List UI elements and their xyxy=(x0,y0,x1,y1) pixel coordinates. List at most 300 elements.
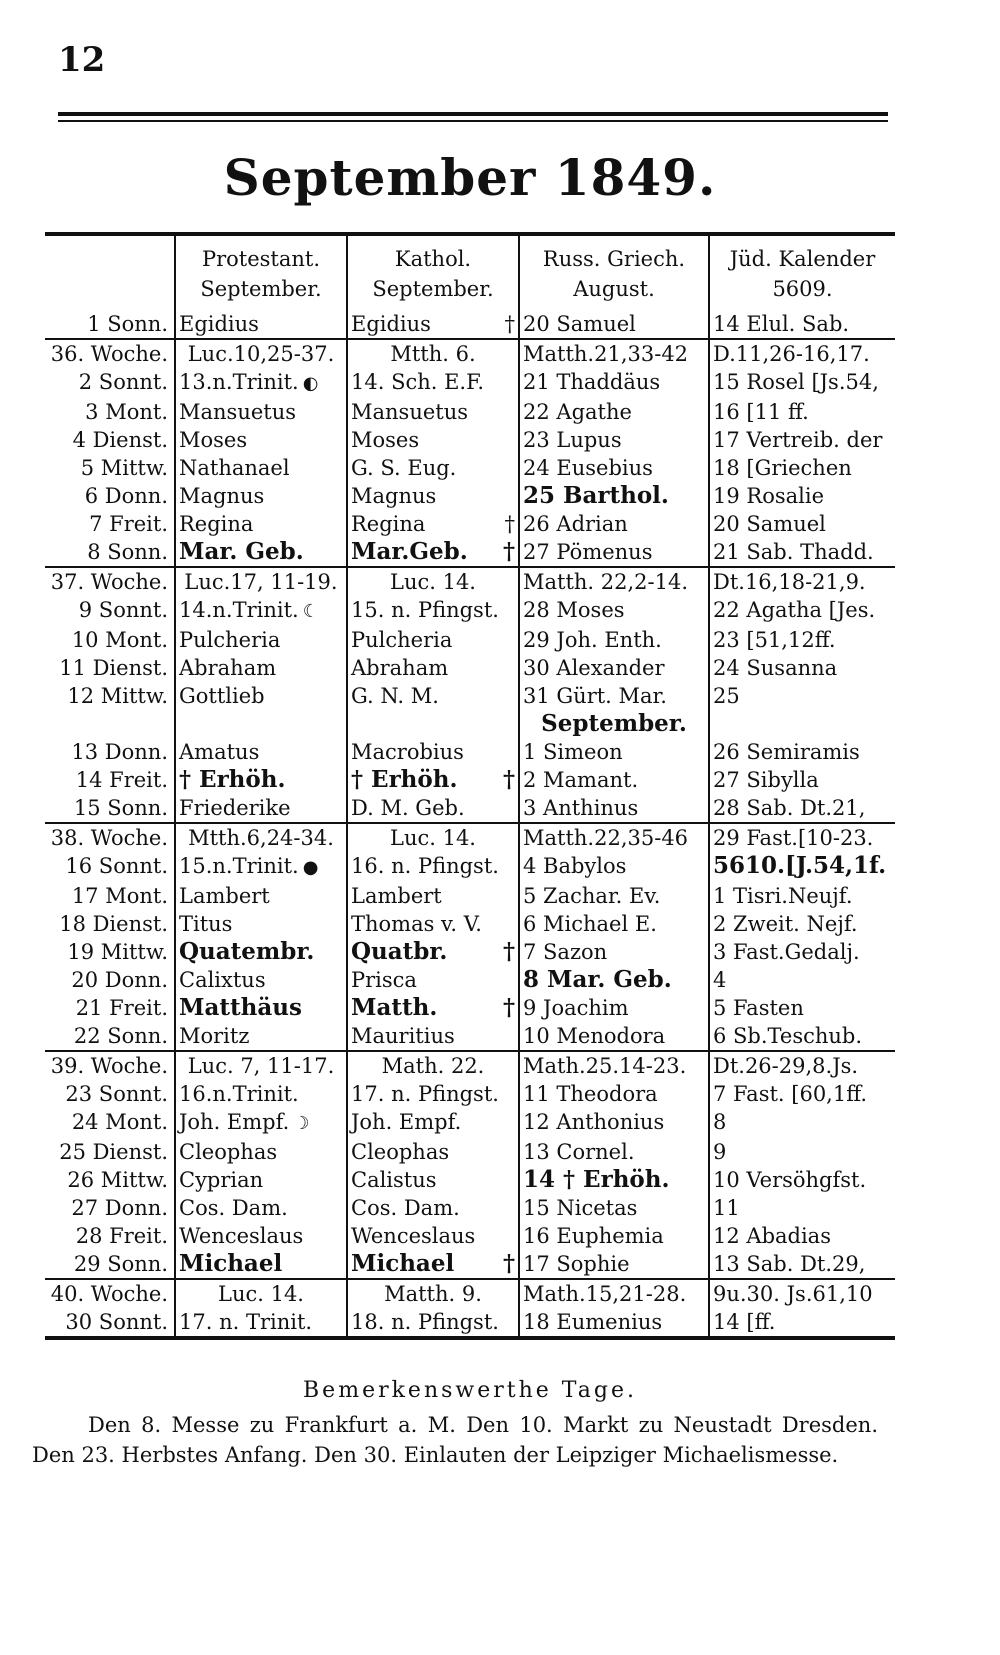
russisch-cell: 6 Michael E. xyxy=(519,910,709,938)
protestant-cell xyxy=(175,654,347,682)
russisch-cell: 22 Agathe xyxy=(519,398,709,426)
protestant-text: 14.n.Trinit. xyxy=(179,598,299,622)
russisch-cell: 4 Babylos xyxy=(519,852,709,882)
juedisch-cell: 27 Sibylla xyxy=(709,766,895,794)
day-label: 4 Dienst. xyxy=(72,428,168,452)
day-label: 2 Sonnt. xyxy=(78,370,168,394)
day-label: 17 Mont. xyxy=(71,884,168,908)
protestant-text: Egidius xyxy=(179,312,259,336)
protestant-cell xyxy=(175,1279,347,1308)
day-label: 16 Sonnt. xyxy=(65,854,168,878)
katholisch-cell xyxy=(347,738,519,766)
katholisch-cell xyxy=(347,910,519,938)
header-protestant-line1: Protestant. xyxy=(201,247,321,271)
katholisch-text: Matth. xyxy=(351,994,438,1021)
russisch-cell: 27 Pömenus xyxy=(519,538,709,567)
protestant-cell xyxy=(175,538,347,567)
juedisch-cell: 26 Semiramis xyxy=(709,738,895,766)
protestant-text: Cos. Dam. xyxy=(179,1196,288,1220)
katholisch-text: Thomas v. V. xyxy=(351,912,482,936)
day-label: 25 Dienst. xyxy=(59,1140,168,1164)
russisch-cell: 25 Barthol. xyxy=(519,482,709,510)
header-row xyxy=(45,234,895,310)
header-katholisch xyxy=(347,234,519,310)
moon-phase-icon: ◐ xyxy=(302,373,319,394)
katholisch-cell xyxy=(347,1194,519,1222)
katholisch-text: Pulcheria xyxy=(351,628,453,652)
juedisch-cell: 20 Samuel xyxy=(709,510,895,538)
russisch-cell: 28 Moses xyxy=(519,596,709,626)
week-label: 38. Woche. xyxy=(45,823,175,852)
day-label: 18 Dienst. xyxy=(59,912,168,936)
week-row xyxy=(45,1279,895,1308)
protestant-cell xyxy=(175,426,347,454)
moon-phase-icon: ☾ xyxy=(302,601,319,622)
day-row xyxy=(45,1166,895,1194)
katholisch-text: Michael xyxy=(351,1250,455,1277)
protestant-cell xyxy=(175,1308,347,1338)
katholisch-cell xyxy=(347,1108,519,1138)
russisch-cell: 10 Menodora xyxy=(519,1022,709,1051)
juedisch-cell: 2 Zweit. Nejf. xyxy=(709,910,895,938)
moon-phase-icon: ● xyxy=(302,857,319,878)
russisch-cell: 13 Cornel. xyxy=(519,1138,709,1166)
top-rule-thin xyxy=(58,120,888,122)
day-row xyxy=(45,994,895,1022)
protestant-text: Nathanael xyxy=(179,456,290,480)
protestant-cell xyxy=(175,1080,347,1108)
katholisch-text: Cos. Dam. xyxy=(351,1196,460,1220)
day-row xyxy=(45,310,895,339)
russisch-cell: 16 Euphemia xyxy=(519,1222,709,1250)
juedisch-cell: 22 Agatha [Jes. xyxy=(709,596,895,626)
day-label: 21 Freit. xyxy=(75,996,168,1020)
month-break-label: September. xyxy=(519,710,709,738)
katholisch-cell xyxy=(347,1166,519,1194)
row-empty xyxy=(709,710,895,738)
juedisch-cell: 28 Sab. Dt.21, xyxy=(709,794,895,823)
protestant-cell xyxy=(175,454,347,482)
header-katholisch-line1: Kathol. xyxy=(394,247,472,271)
russisch-cell: Math.15,21-28. xyxy=(519,1279,709,1308)
katholisch-cell xyxy=(347,852,519,882)
header-empty xyxy=(45,234,175,310)
katholisch-text: Magnus xyxy=(351,484,437,508)
day-row xyxy=(45,398,895,426)
katholisch-cell xyxy=(347,1051,519,1080)
katholisch-cell xyxy=(347,454,519,482)
day-row xyxy=(45,1022,895,1051)
day-label: 3 Mont. xyxy=(85,400,168,424)
header-protestant xyxy=(175,234,347,310)
russisch-cell: 5 Zachar. Ev. xyxy=(519,882,709,910)
protestant-text: Cleophas xyxy=(179,1140,278,1164)
protestant-text: Luc.10,25-37. xyxy=(187,342,335,366)
russisch-cell: 3 Anthinus xyxy=(519,794,709,823)
juedisch-cell: 12 Abadias xyxy=(709,1222,895,1250)
juedisch-cell: 9u.30. Js.61,10 xyxy=(709,1279,895,1308)
calendar-table xyxy=(45,232,895,1340)
katholisch-text: 18. n. Pfingst. xyxy=(351,1310,499,1334)
russisch-cell: 31 Gürt. Mar. xyxy=(519,682,709,710)
day-label: 20 Donn. xyxy=(71,968,168,992)
day-row xyxy=(45,1222,895,1250)
juedisch-cell: 8 xyxy=(709,1108,895,1138)
protestant-cell xyxy=(175,823,347,852)
protestant-cell xyxy=(175,1222,347,1250)
katholisch-text: G. S. Eug. xyxy=(351,456,457,480)
russisch-cell: 1 Simeon xyxy=(519,738,709,766)
protestant-cell xyxy=(175,682,347,710)
day-label: 12 Mittw. xyxy=(67,684,168,708)
katholisch-text: Mar.Geb. xyxy=(351,538,468,565)
week-label: 36. Woche. xyxy=(45,339,175,368)
protestant-text: Pulcheria xyxy=(179,628,281,652)
katholisch-text: Macrobius xyxy=(351,740,464,764)
header-russisch-line2: August. xyxy=(573,277,655,301)
day-label: 26 Mittw. xyxy=(67,1168,168,1192)
cross-icon: † xyxy=(504,312,515,336)
katholisch-text: Regina xyxy=(351,512,426,536)
header-juedisch xyxy=(709,234,895,310)
protestant-text: Wenceslaus xyxy=(179,1224,304,1248)
protestant-text: 16.n.Trinit. xyxy=(179,1082,299,1106)
katholisch-cell xyxy=(347,1022,519,1051)
protestant-text: Amatus xyxy=(179,740,260,764)
juedisch-cell: 14 [ff. xyxy=(709,1308,895,1338)
katholisch-text: Joh. Empf. xyxy=(351,1110,462,1134)
cross-icon: † xyxy=(502,1250,515,1277)
day-label: 23 Sonnt. xyxy=(65,1082,168,1106)
day-label: 14 Freit. xyxy=(75,768,168,792)
katholisch-text: Lambert xyxy=(351,884,442,908)
day-row xyxy=(45,626,895,654)
katholisch-cell xyxy=(347,1080,519,1108)
day-row xyxy=(45,482,895,510)
juedisch-cell: 19 Rosalie xyxy=(709,482,895,510)
protestant-cell xyxy=(175,910,347,938)
day-label: 29 Sonn. xyxy=(73,1252,168,1276)
katholisch-text: Moses xyxy=(351,428,420,452)
russisch-cell: 17 Sophie xyxy=(519,1250,709,1279)
katholisch-cell xyxy=(347,368,519,398)
header-russisch xyxy=(519,234,709,310)
katholisch-cell xyxy=(347,938,519,966)
day-label: 1 Sonn. xyxy=(87,312,168,336)
day-row xyxy=(45,1108,895,1138)
juedisch-cell: 21 Sab. Thadd. xyxy=(709,538,895,567)
week-row xyxy=(45,567,895,596)
header-juedisch-line1: Jüd. Kalender xyxy=(729,247,876,271)
month-break-row xyxy=(45,710,895,738)
juedisch-cell: 13 Sab. Dt.29, xyxy=(709,1250,895,1279)
juedisch-cell: 5 Fasten xyxy=(709,994,895,1022)
day-row xyxy=(45,426,895,454)
protestant-cell xyxy=(175,398,347,426)
katholisch-cell xyxy=(347,1222,519,1250)
russisch-cell: 26 Adrian xyxy=(519,510,709,538)
katholisch-cell xyxy=(347,510,519,538)
day-row xyxy=(45,596,895,626)
katholisch-text: D. M. Geb. xyxy=(351,796,465,820)
katholisch-cell xyxy=(347,1250,519,1279)
katholisch-cell xyxy=(347,966,519,994)
header-juedisch-line2: 5609. xyxy=(772,277,833,301)
day-row xyxy=(45,510,895,538)
russisch-cell: 11 Theodora xyxy=(519,1080,709,1108)
protestant-cell xyxy=(175,626,347,654)
juedisch-cell: 29 Fast.[10-23. xyxy=(709,823,895,852)
juedisch-cell: 6 Sb.Teschub. xyxy=(709,1022,895,1051)
protestant-text: Mtth.6,24-34. xyxy=(188,826,334,850)
week-row xyxy=(45,339,895,368)
header-katholisch-line2: September. xyxy=(372,277,494,301)
cross-icon: † xyxy=(502,994,515,1021)
katholisch-text: Egidius xyxy=(351,312,431,336)
katholisch-cell xyxy=(347,596,519,626)
katholisch-text: 17. n. Pfingst. xyxy=(351,1082,499,1106)
russisch-cell: 21 Thaddäus xyxy=(519,368,709,398)
juedisch-cell: 4 xyxy=(709,966,895,994)
day-row xyxy=(45,966,895,994)
protestant-cell xyxy=(175,339,347,368)
calendar-body xyxy=(45,310,895,1338)
russisch-cell: 20 Samuel xyxy=(519,310,709,339)
katholisch-text: Prisca xyxy=(351,968,417,992)
day-label: 22 Sonn. xyxy=(73,1024,168,1048)
week-label: 40. Woche. xyxy=(45,1279,175,1308)
katholisch-cell xyxy=(347,654,519,682)
katholisch-text: 16. n. Pfingst. xyxy=(351,854,499,878)
katholisch-cell xyxy=(347,567,519,596)
cross-icon: † xyxy=(502,766,515,793)
day-row xyxy=(45,654,895,682)
protestant-cell xyxy=(175,1051,347,1080)
katholisch-cell xyxy=(347,882,519,910)
protestant-text: † Erhöh. xyxy=(179,766,286,793)
katholisch-cell xyxy=(347,1138,519,1166)
protestant-text: Magnus xyxy=(179,484,265,508)
russisch-cell: 2 Mamant. xyxy=(519,766,709,794)
protestant-text: Lambert xyxy=(179,884,270,908)
protestant-cell xyxy=(175,567,347,596)
protestant-text: Friederike xyxy=(179,796,291,820)
protestant-text: Moses xyxy=(179,428,248,452)
russisch-cell: 14 † Erhöh. xyxy=(519,1166,709,1194)
protestant-cell xyxy=(175,596,347,626)
katholisch-cell xyxy=(347,339,519,368)
week-row xyxy=(45,1051,895,1080)
day-label: 6 Donn. xyxy=(84,484,168,508)
katholisch-cell xyxy=(347,1308,519,1338)
day-row xyxy=(45,368,895,398)
top-rule-thick xyxy=(58,112,888,116)
juedisch-cell: 23 [51,12ff. xyxy=(709,626,895,654)
juedisch-cell: 7 Fast. [60,1ff. xyxy=(709,1080,895,1108)
day-row xyxy=(45,938,895,966)
moon-phase-icon: ☽ xyxy=(293,1113,310,1134)
juedisch-cell: 14 Elul. Sab. xyxy=(709,310,895,339)
row-empty xyxy=(45,710,175,738)
week-label: 39. Woche. xyxy=(45,1051,175,1080)
protestant-cell xyxy=(175,1166,347,1194)
katholisch-cell xyxy=(347,823,519,852)
day-label: 7 Freit. xyxy=(89,512,168,536)
katholisch-text: Math. 22. xyxy=(381,1054,485,1078)
juedisch-cell: D.11,26-16,17. xyxy=(709,339,895,368)
protestant-text: 15.n.Trinit. xyxy=(179,854,299,878)
juedisch-cell: 25 xyxy=(709,682,895,710)
protestant-cell xyxy=(175,994,347,1022)
katholisch-cell xyxy=(347,794,519,823)
cross-icon: † xyxy=(502,538,515,565)
katholisch-text: Luc. 14. xyxy=(390,826,476,850)
russisch-cell: 12 Anthonius xyxy=(519,1108,709,1138)
katholisch-cell xyxy=(347,766,519,794)
day-row xyxy=(45,794,895,823)
cross-icon: † xyxy=(502,938,515,965)
juedisch-cell: 1 Tisri.Neujf. xyxy=(709,882,895,910)
katholisch-text: Wenceslaus xyxy=(351,1224,476,1248)
russisch-cell: Matth.21,33-42 xyxy=(519,339,709,368)
protestant-text: Mansuetus xyxy=(179,400,297,424)
juedisch-cell: 15 Rosel [Js.54, xyxy=(709,368,895,398)
protestant-text: 13.n.Trinit. xyxy=(179,370,299,394)
russisch-cell: 30 Alexander xyxy=(519,654,709,682)
katholisch-cell xyxy=(347,398,519,426)
protestant-text: Quatembr. xyxy=(179,938,315,965)
protestant-cell xyxy=(175,368,347,398)
katholisch-cell xyxy=(347,538,519,567)
katholisch-text: Matth. 9. xyxy=(384,1282,482,1306)
day-label: 10 Mont. xyxy=(71,628,168,652)
day-row xyxy=(45,1250,895,1279)
day-row xyxy=(45,766,895,794)
day-label: 11 Dienst. xyxy=(59,656,168,680)
katholisch-text: G. N. M. xyxy=(351,684,439,708)
juedisch-cell: Dt.26-29,8.Js. xyxy=(709,1051,895,1080)
week-row xyxy=(45,823,895,852)
day-row xyxy=(45,1080,895,1108)
protestant-cell xyxy=(175,310,347,339)
katholisch-cell xyxy=(347,1279,519,1308)
day-label: 9 Sonnt. xyxy=(78,598,168,622)
day-label: 28 Freit. xyxy=(75,1224,168,1248)
day-row xyxy=(45,538,895,567)
protestant-cell xyxy=(175,794,347,823)
header-protestant-line2: September. xyxy=(200,277,322,301)
katholisch-cell xyxy=(347,482,519,510)
katholisch-text: Mtth. 6. xyxy=(390,342,476,366)
day-row xyxy=(45,682,895,710)
katholisch-cell xyxy=(347,626,519,654)
protestant-text: Cyprian xyxy=(179,1168,264,1192)
day-row xyxy=(45,910,895,938)
katholisch-text: Quatbr. xyxy=(351,938,448,965)
russisch-cell: Matth.22,35-46 xyxy=(519,823,709,852)
page-number: 12 xyxy=(58,40,106,80)
day-label: 24 Mont. xyxy=(71,1110,168,1134)
row-empty xyxy=(347,710,519,738)
katholisch-text: Luc. 14. xyxy=(390,570,476,594)
katholisch-text: 14. Sch. E.F. xyxy=(351,370,485,394)
day-label: 13 Donn. xyxy=(71,740,168,764)
protestant-cell xyxy=(175,1108,347,1138)
protestant-text: Luc. 14. xyxy=(218,1282,304,1306)
cross-icon: † xyxy=(504,512,515,536)
russisch-cell: 23 Lupus xyxy=(519,426,709,454)
protestant-cell xyxy=(175,852,347,882)
juedisch-cell: 18 [Griechen xyxy=(709,454,895,482)
protestant-text: Matthäus xyxy=(179,994,302,1021)
juedisch-cell: 3 Fast.Gedalj. xyxy=(709,938,895,966)
russisch-cell: 15 Nicetas xyxy=(519,1194,709,1222)
juedisch-cell: 11 xyxy=(709,1194,895,1222)
russisch-cell: 24 Eusebius xyxy=(519,454,709,482)
day-label: 15 Sonn. xyxy=(73,796,168,820)
day-label: 5 Mittw. xyxy=(80,456,168,480)
katholisch-text: † Erhöh. xyxy=(351,766,458,793)
juedisch-cell: 5610.[J.54,1f. xyxy=(709,852,895,882)
day-row xyxy=(45,882,895,910)
protestant-cell xyxy=(175,1138,347,1166)
week-label: 37. Woche. xyxy=(45,567,175,596)
juedisch-cell: 16 [11 ff. xyxy=(709,398,895,426)
day-row xyxy=(45,454,895,482)
protestant-cell xyxy=(175,882,347,910)
protestant-text: Abraham xyxy=(179,656,277,680)
protestant-text: Titus xyxy=(179,912,233,936)
protestant-cell xyxy=(175,1022,347,1051)
protestant-cell xyxy=(175,738,347,766)
day-label: 30 Sonnt. xyxy=(45,1308,175,1338)
katholisch-cell xyxy=(347,994,519,1022)
protestant-text: Gottlieb xyxy=(179,684,265,708)
day-label: 27 Donn. xyxy=(71,1196,168,1220)
russisch-cell: 29 Joh. Enth. xyxy=(519,626,709,654)
juedisch-cell: 17 Vertreib. der xyxy=(709,426,895,454)
protestant-cell xyxy=(175,510,347,538)
juedisch-cell: 10 Versöhgfst. xyxy=(709,1166,895,1194)
row-empty xyxy=(175,710,347,738)
protestant-cell xyxy=(175,766,347,794)
katholisch-cell xyxy=(347,426,519,454)
notes-title: Bemerkenswerthe Tage. xyxy=(303,1378,637,1403)
protestant-text: Mar. Geb. xyxy=(179,538,304,565)
katholisch-text: 15. n. Pfingst. xyxy=(351,598,499,622)
juedisch-cell: 9 xyxy=(709,1138,895,1166)
protestant-text: 17. n. Trinit. xyxy=(179,1310,313,1334)
day-row xyxy=(45,1308,895,1338)
protestant-text: Regina xyxy=(179,512,254,536)
protestant-text: Joh. Empf. xyxy=(179,1110,290,1134)
notes-text: Den 8. Messe zu Frankfurt a. M. Den 10. Markt zu Neustadt Dresden. Den 23. Herbstes Anfang. Den 30. Einlauten der Leipziger Michaelismesse. xyxy=(32,1413,878,1467)
day-row xyxy=(45,738,895,766)
header-russisch-line1: Russ. Griech. xyxy=(542,247,686,271)
juedisch-cell: 24 Susanna xyxy=(709,654,895,682)
protestant-text: Michael xyxy=(179,1250,283,1277)
protestant-text: Luc. 7, 11-17. xyxy=(187,1054,335,1078)
protestant-text: Luc.17, 11-19. xyxy=(184,570,338,594)
russisch-cell: Math.25.14-23. xyxy=(519,1051,709,1080)
russisch-cell: 18 Eumenius xyxy=(519,1308,709,1338)
page-title: September 1849. xyxy=(223,148,717,207)
katholisch-text: Mauritius xyxy=(351,1024,455,1048)
day-label: 19 Mittw. xyxy=(67,940,168,964)
day-row xyxy=(45,1194,895,1222)
protestant-text: Calixtus xyxy=(179,968,266,992)
katholisch-text: Mansuetus xyxy=(351,400,469,424)
